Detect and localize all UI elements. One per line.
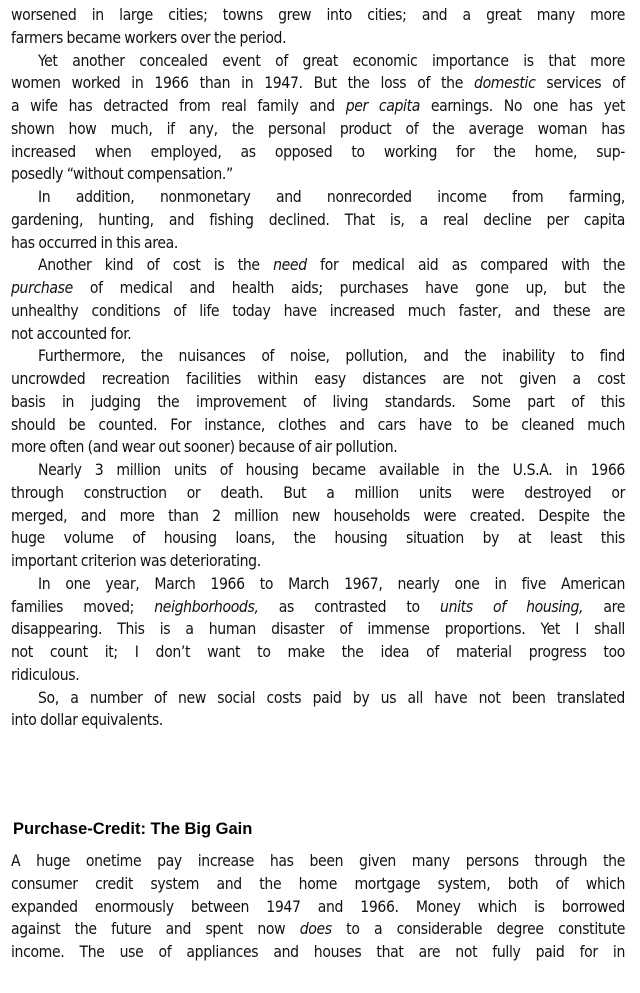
- italic-emphasis: need: [273, 256, 307, 275]
- text-line: not count it; I don’t want to make the idea of material progress too: [11, 643, 625, 661]
- text-line: has occurred in this area.: [11, 233, 178, 252]
- text-line: merged, and more than 2 million new households were created. Despite the: [11, 506, 625, 525]
- text-line: against the future and spent now does to a considerable degree constitute: [11, 920, 625, 939]
- italic-emphasis: does: [299, 920, 332, 939]
- text-line: important criterion was deteriorating.: [11, 552, 261, 570]
- text-line: disappearing. This is a human disaster of immense proportions. Yet I shall: [11, 620, 625, 639]
- text-line: farmers became workers over the period.: [11, 28, 287, 47]
- text-line: income. The use of appliances and houses that are not fully paid for in: [11, 943, 625, 961]
- text-line: In addition, nonmonetary and nonrecorded income from farming,: [38, 188, 625, 206]
- text-line: basis in judging the improvement of living standards. Some part of this: [11, 392, 625, 411]
- text-line: more often (and wear out sooner) because of air pollution.: [11, 438, 398, 457]
- italic-emphasis: domestic: [474, 74, 536, 93]
- italic-emphasis: per capita: [345, 97, 420, 115]
- text-line: Nearly 3 million units of housing became available in the U.S.A. in 1966: [38, 461, 625, 479]
- text-line: increased when employed, as opposed to working for the home, sup-: [11, 142, 625, 161]
- text-line: A huge onetime pay increase has been given many persons through the: [11, 852, 625, 870]
- text-line: huge volume of housing loans, the housing situation by at least this: [11, 529, 625, 548]
- text-line: Another kind of cost is the need for medical aid as compared with the: [38, 256, 625, 275]
- text-line: purchase of medical and health aids; purchases have gone up, but the: [11, 279, 625, 297]
- text-line: not accounted for.: [11, 324, 132, 343]
- italic-emphasis: purchase: [11, 279, 73, 297]
- text-line: Furthermore, the nuisances of noise, pollution, and the inability to find: [38, 347, 625, 366]
- text-line: through construction or death. But a million units were destroyed or: [11, 483, 625, 502]
- text-line: gardening, hunting, and fishing declined. That is, a real decline per capita: [11, 210, 625, 229]
- text-line: shown how much, if any, the personal product of the average woman has: [11, 119, 625, 138]
- text-line: posedly “without compensation.”: [11, 165, 233, 184]
- text-line: So, a number of new social costs paid by us all have not been translated: [38, 688, 625, 707]
- text-line: into dollar equivalents.: [11, 711, 163, 730]
- text-line: consumer credit system and the home mortgage system, both of which: [11, 874, 625, 893]
- text-line: In one year, March 1966 to March 1967, nearly one in five American: [38, 574, 625, 593]
- text-line: families moved; neighborhoods, as contrasted to units of housing, are: [11, 597, 625, 616]
- text-line: women worked in 1966 than in 1947. But the loss of the domestic services of: [11, 74, 625, 93]
- italic-emphasis: neighborhoods,: [154, 597, 259, 616]
- text-line: uncrowded recreation facilities within easy distances are not given a cost: [11, 370, 625, 388]
- text-line: expanded enormously between 1947 and 1966. Money which is borrowed: [11, 897, 625, 916]
- text-line: ridiculous.: [11, 665, 80, 684]
- text-line: worsened in large cities; towns grew into cities; and a great many more: [11, 6, 625, 24]
- text-line: unhealthy conditions of life today have increased much faster, and these are: [11, 301, 625, 320]
- text-line: should be counted. For instance, clothes and cars have to be cleaned much: [11, 415, 625, 434]
- section-heading: Purchase-Credit: The Big Gain: [13, 820, 253, 838]
- text-line: Yet another concealed event of great economic importance is that more: [38, 51, 625, 70]
- italic-emphasis: units of housing,: [440, 597, 584, 616]
- text-line: a wife has detracted from real family and per capita earnings. No one has yet: [11, 97, 625, 115]
